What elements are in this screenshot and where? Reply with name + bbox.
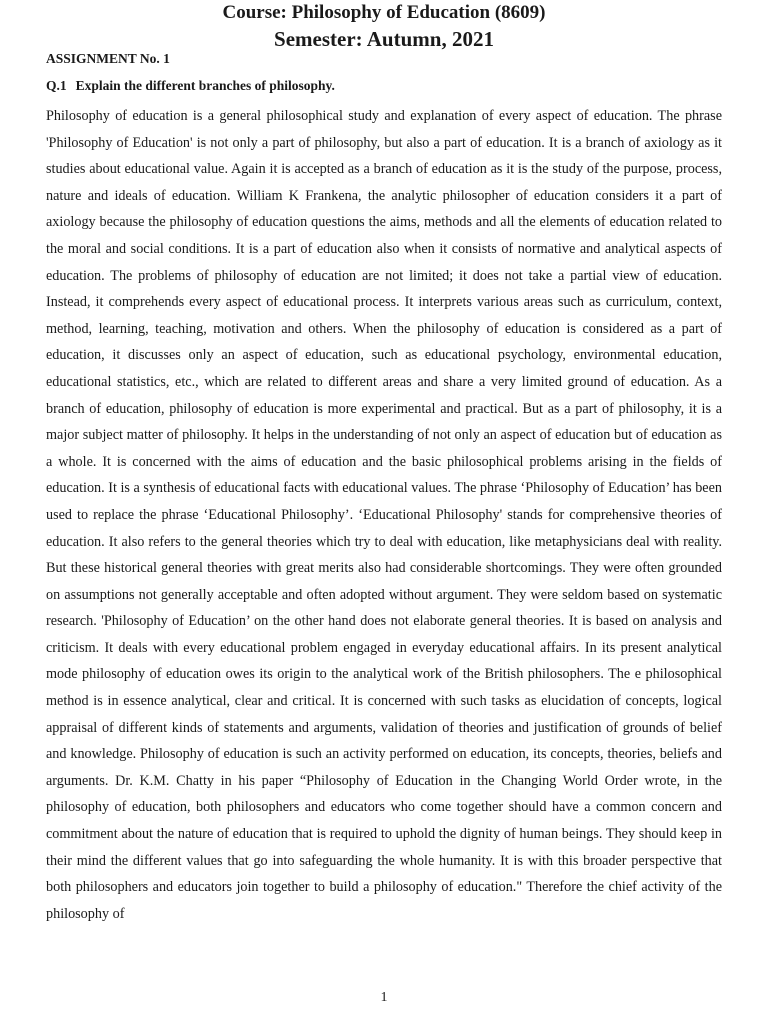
semester-title: Semester: Autumn, 2021 [274, 27, 494, 51]
question-text: Explain the different branches of philosophy. [75, 78, 335, 93]
question-heading [46, 77, 335, 95]
course-title: Course: Philosophy of Education (8609) [222, 2, 546, 23]
page-number: 1 [380, 990, 388, 1005]
body-paragraph: Philosophy of education is a general philosophical study and explanation of every aspect of education. The phrase 'Philosophy of Education' is not only a part of philosophy, but also a part of education. It is a branch of axiology as it studies about educational value. Again it is accepted as a branch of education as it is the study of the purpose, process, nature and ideals of education. William K Frankena, the analytic philosopher of education considers it a part of axiology because the philosophy of education questions the aims, methods and all the elements of education related to the moral and social conditions. It is a part of education also when it consists of normative and analytical aspects of education. The problems of philosophy of education are not limited; it does not take a partial view of education. Instead, it comprehends every aspect of educational process. It interprets various areas such as curriculum, context, method, learning, teaching, motivation and others. When the philosophy of education is considered as a part of education, it discusses only an aspect of education, such as educational psychology, environmental education, educational statistics, etc., which are related to different areas and share a very limited ground of education. As a branch of education, philosophy of education is more experimental and practical. But as a part of philosophy, it is a major subject matter of philosophy. It helps in the understanding of not only an aspect of education but of education as a whole. It is concerned with the aims of education and the basic philosophical problems arising in the fields of education. It is a synthesis of educational facts with educational values. The phrase ‘Philosophy of Education’ has been used to replace the phrase ‘Educational Philosophy’. ‘Educational Philosophy' stands for comprehensive theories of education. It also refers to the general theories which try to deal with education, like metaphysicians deal with reality. But these historical general theories with great merits also had considerable shortcomings. They were often grounded on assumptions not generally acceptable and often adopted without argument. They were seldom based on systematic research. 'Philosophy of Education’ on the other hand does not elaborate general theories. It is based on analysis and criticism. It deals with every educational problem engaged in everyday educational affairs. In its present analytical mode philosophy of education owes its origin to the analytical work of the British philosophers. The e philosophical method is in essence analytical, clear and critical. It is concerned with such tasks as elucidation of concepts, logical appraisal of different kinds of statements and arguments, validation of theories and justification of grounds of belief and knowledge. Philosophy of education is such an activity performed on education, its concepts, theories, beliefs and arguments. Dr. K.M. Chatty in his paper “Philosophy of Education in the Changing World Order wrote, in the philosophy of education, both philosophers and educators who come together should have a common concern and commitment about the nature of education that is required to uphold the dignity of human beings. They should keep in their mind the different values that go into safeguarding the whole humanity. It is with this broader perspective that both philosophers and educators join together to build a philosophy of education." Therefore the chief activity of the philosophy of [46, 108, 722, 922]
assignment-label: ASSIGNMENT No. 1 [46, 51, 170, 66]
question-number: Q.1 [46, 78, 67, 93]
